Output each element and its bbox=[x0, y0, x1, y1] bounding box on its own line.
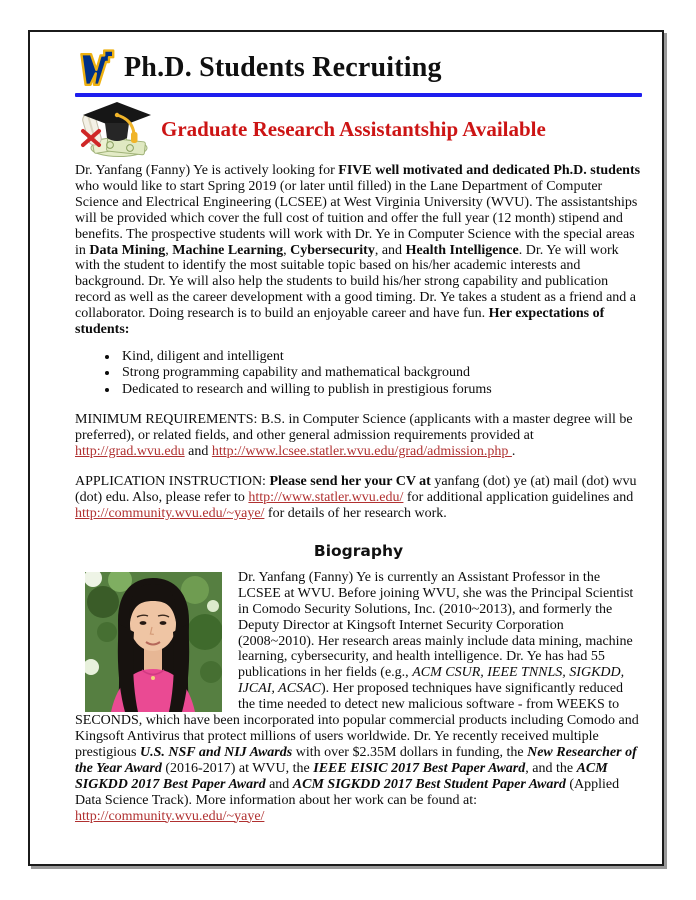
text-segment: . Dr. Ye will work with the student to identify the most suitable topic based on his/her academic interests and background. Dr. Ye will also help the students to build his/her strong capability and publication record as well as the career development with a good timing. Dr. Ye takes a student as a friend and a collaborator. Doing research is to build an enjoyable career and have fun. bbox=[75, 242, 636, 322]
text-segment: MINIMUM REQUIREMENTS: B.S. in Computer Science (applicants with a master degree will be preferred), or related fields, and other general admission requirements provided at bbox=[75, 412, 633, 444]
subtitle-row bbox=[75, 101, 642, 157]
text-segment: Cybersecurity bbox=[290, 242, 375, 258]
text-segment: , bbox=[283, 242, 291, 258]
intro-paragraph bbox=[75, 163, 642, 338]
text-segment: for details of her research work. bbox=[264, 506, 447, 521]
header-divider bbox=[75, 93, 642, 97]
text-segment: Machine Learning bbox=[172, 242, 284, 258]
hyperlink[interactable]: http://www.lcsee.statler.wvu.edu/grad/admission.php bbox=[211, 444, 512, 460]
text-segment: . bbox=[511, 444, 516, 460]
text-segment: , and the bbox=[525, 760, 577, 776]
subtitle: Graduate Research Assistantship Available bbox=[161, 116, 546, 141]
text-segment: Dr. Yanfang (Fanny) Ye is currently an Assistant Professor in the LCSEE at WVU. Before joining WVU, she was the Principal Scientist in Comodo Security Solutions, Inc. (2010~2013), and formerly the Deputy Director at Kingsoft Internet Security Corporation (2008~2010). Her research areas mainly include data mining, machine learning, cybersecurity, and health intelligence. Dr. Ye has had 55 publications in her fields (e.g., bbox=[238, 569, 634, 681]
expectations-list bbox=[75, 349, 642, 399]
text-segment: (2016-2017) at WVU, the bbox=[161, 760, 314, 776]
expectation-item: • Kind, diligent and intelligent bbox=[119, 349, 642, 366]
text-segment: IEEE EISIC 2017 Best Paper Award bbox=[313, 760, 526, 776]
page-title: Ph.D. Students Recruiting bbox=[124, 52, 442, 83]
text-segment: ). Her proposed techniques have significantly reduced the time needed to detect new malicious software - from WEEKS to SECONDS, which have been incorporated into popular commercial products including Comodo and Kingsoft Antivirus that protect millions of users worldwide. Dr. Ye recently received multiple prestigious bbox=[75, 681, 639, 760]
text-segment: Health Intelligence bbox=[405, 242, 519, 258]
text-segment: Dr. Yanfang (Fanny) Ye is actively looking for bbox=[75, 163, 339, 178]
biography-heading: Biography bbox=[313, 541, 404, 560]
text-segment: APPLICATION INSTRUCTION: bbox=[75, 474, 270, 490]
hyperlink[interactable]: http://community.wvu.edu/~yaye/ bbox=[75, 506, 265, 521]
hyperlink[interactable]: http://community.wvu.edu/~yaye/ bbox=[75, 808, 265, 824]
text-segment: and bbox=[265, 776, 293, 792]
text-segment: , bbox=[165, 242, 173, 258]
text-segment: , and bbox=[374, 242, 406, 258]
text-segment: Data Mining bbox=[89, 242, 166, 258]
text-segment: ACM CSUR, IEEE TNNLS, SIGKDD, IJCAI, ACSAC bbox=[238, 665, 625, 697]
professor-portrait-photo bbox=[85, 572, 222, 712]
hyperlink[interactable]: http://www.statler.wvu.edu/ bbox=[248, 490, 404, 506]
text-segment: ACM SIGKDD 2017 Best Paper Award bbox=[75, 760, 608, 792]
text-segment: (Applied Data Science Track). More information about her work can be found at: bbox=[75, 776, 620, 808]
text-segment: Her expectations of students: bbox=[75, 306, 605, 338]
text-segment: and bbox=[184, 444, 212, 460]
requirements-paragraph bbox=[75, 412, 642, 460]
hyperlink[interactable]: http://grad.wvu.edu bbox=[75, 444, 185, 460]
graduation-cap-icon bbox=[75, 101, 157, 157]
text-segment: ACM SIGKDD 2017 Best Student Paper Award bbox=[292, 776, 566, 792]
header bbox=[79, 46, 642, 90]
flyer-page bbox=[28, 30, 664, 866]
expectation-item: • Dedicated to research and willing to publish in prestigious forums bbox=[119, 382, 642, 399]
text-segment: Please send her your CV at bbox=[269, 474, 435, 490]
text-segment: yanfang (dot) ye (at) mail (dot) wvu (dot) edu. Also, please refer to bbox=[75, 474, 637, 506]
wvu-flying-wv-logo-icon bbox=[79, 47, 115, 89]
text-segment: New Researcher of the Year Award bbox=[75, 744, 637, 776]
biography-section bbox=[75, 570, 642, 825]
expectation-item: • Strong programming capability and mathematical background bbox=[119, 365, 642, 382]
application-paragraph bbox=[75, 474, 642, 522]
text-segment: for additional application guidelines and bbox=[403, 490, 634, 506]
text-segment: who would like to start Spring 2019 (or later until filled) in the Lane Department of Computer Science and Electrical Engineering (LCSEE) at West Virginia University (WVU). The assistantships will be provided which cover the full cost of tuition and offer the full year (12 month) stipend and benefits. The prospective students will work with Dr. Ye in Computer Science with the special areas in bbox=[75, 178, 638, 258]
text-segment: with over $2.35M dollars in funding, the bbox=[292, 744, 528, 760]
text-segment: U.S. NSF and NIJ Awards bbox=[139, 744, 293, 760]
text-segment: FIVE well motivated and dedicated Ph.D. students bbox=[338, 163, 641, 178]
